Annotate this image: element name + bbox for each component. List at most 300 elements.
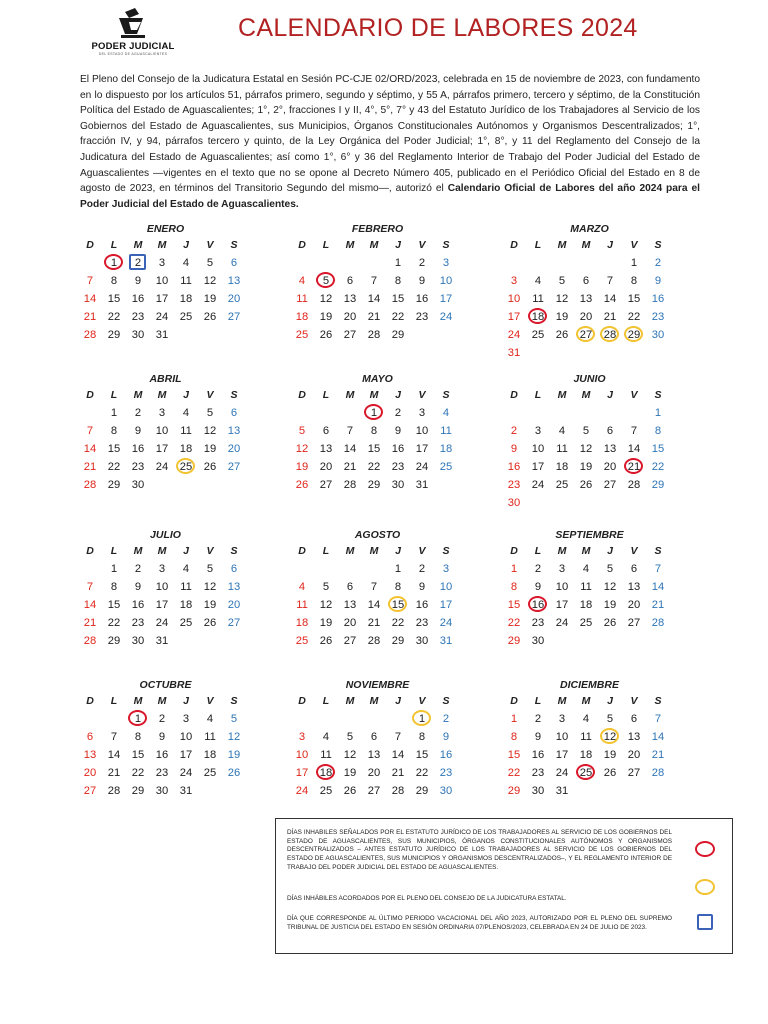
weekday-label: S bbox=[654, 545, 662, 557]
weekday-header bbox=[78, 692, 253, 710]
day-cell: 24 bbox=[439, 311, 453, 323]
weekday-header bbox=[78, 542, 253, 560]
logo-text: PODER JUDICIAL bbox=[91, 41, 175, 52]
day-cell: 18 bbox=[526, 308, 550, 326]
day-cell: 12 bbox=[603, 581, 617, 593]
day-cell: 15 bbox=[367, 443, 381, 455]
day-cell: 10 bbox=[507, 293, 521, 305]
day-cell: 22 bbox=[131, 767, 145, 779]
day-cell: 24 bbox=[555, 767, 569, 779]
empty-cell bbox=[526, 404, 550, 422]
day-cell: 30 bbox=[391, 479, 405, 491]
day-cell: 26 bbox=[203, 311, 217, 323]
day-cell: 26 bbox=[555, 329, 569, 341]
intro-bold-text: Calendario Oficial de Labores del año 2024 para el Poder Judicial del Estado de Aguascalientes. bbox=[80, 183, 700, 210]
month-name: AGOSTO bbox=[354, 529, 401, 541]
day-cell: 1 bbox=[126, 710, 150, 728]
day-cell: 9 bbox=[442, 731, 450, 743]
day-cell: 15 bbox=[107, 293, 121, 305]
day-cell: 19 bbox=[203, 443, 217, 455]
day-cell: 17 bbox=[155, 293, 169, 305]
day-cell: 13 bbox=[227, 275, 241, 287]
weekday-header bbox=[502, 236, 677, 254]
day-cell: 13 bbox=[343, 599, 357, 611]
weekday-header bbox=[290, 692, 465, 710]
day-cell: 16 bbox=[391, 443, 405, 455]
weekday-label: S bbox=[230, 545, 238, 557]
day-cell: 5 bbox=[314, 272, 338, 290]
month-septiembre bbox=[502, 528, 677, 650]
day-cell: 10 bbox=[155, 425, 169, 437]
empty-cell bbox=[362, 254, 386, 272]
day-cell: 11 bbox=[440, 425, 452, 437]
day-cell: 24 bbox=[531, 479, 545, 491]
day-cell: 31 bbox=[415, 479, 429, 491]
day-cell: 19 bbox=[555, 311, 569, 323]
weekday-label: M bbox=[581, 389, 591, 401]
day-cell: 3 bbox=[158, 563, 166, 575]
day-cell: 8 bbox=[510, 581, 518, 593]
weekday-label: J bbox=[607, 389, 613, 401]
day-cell: 22 bbox=[651, 461, 665, 473]
day-cell: 10 bbox=[179, 731, 193, 743]
weekday-label: L bbox=[322, 695, 330, 707]
day-cell: 2 bbox=[534, 563, 542, 575]
weekday-header bbox=[78, 386, 253, 404]
red-circle-icon bbox=[695, 841, 715, 857]
day-cell: 15 bbox=[507, 749, 521, 761]
day-cell: 21 bbox=[651, 749, 665, 761]
day-cell: 14 bbox=[651, 731, 665, 743]
day-cell: 6 bbox=[230, 407, 238, 419]
day-cell: 9 bbox=[134, 275, 142, 287]
weekday-header bbox=[290, 386, 465, 404]
day-cell: 18 bbox=[439, 443, 453, 455]
day-cell: 25 bbox=[174, 458, 198, 476]
day-cell: 8 bbox=[654, 425, 662, 437]
day-cell: 25 bbox=[179, 617, 193, 629]
day-cell: 29 bbox=[391, 329, 405, 341]
month-febrero bbox=[290, 222, 465, 344]
empty-cell bbox=[78, 710, 102, 728]
weekday-label: J bbox=[183, 695, 189, 707]
weekday-label: V bbox=[418, 695, 426, 707]
day-cell: 12 bbox=[227, 731, 241, 743]
day-cell: 17 bbox=[507, 311, 521, 323]
day-grid bbox=[290, 560, 465, 650]
day-grid bbox=[502, 710, 677, 800]
day-cell: 3 bbox=[558, 563, 566, 575]
month-name: ABRIL bbox=[149, 373, 182, 385]
month-junio bbox=[502, 372, 677, 512]
weekday-label: V bbox=[206, 239, 214, 251]
empty-cell bbox=[550, 254, 574, 272]
weekday-label: D bbox=[510, 695, 518, 707]
day-cell: 10 bbox=[295, 749, 309, 761]
month-marzo bbox=[502, 222, 677, 362]
legend-red-text: DÍAS INHABILES SEÑALADOS POR EL ESTATUTO JURÍDICO DE LOS TRABAJADORES AL SERVICIO DE LOS GOBIERNOS DEL ESTADO DE AGUASCALIENTES, SUS MUNICIPIOS, ÓRGANOS CONSTITUCIONALES AUTÓNOMOS Y ORGANISMOS DESCENTRALIZADOS – ANTES ESTATUTO JURÍDICO DE LOS TRABAJADORES AL SERVICIO DE LOS GOBIERNOS DEL ESTADO DE AGUASCALIENTES, SUS MUNICIPIOS Y ORGANISMOS DESCENTRALIZADOS–, Y EL REGLAMENTO INTERIOR DE TRABAJO DEL PODER JUDICIAL DEL ESTADO DE AGUASCALIENTES. bbox=[287, 829, 672, 871]
month-name: NOVIEMBRE bbox=[345, 679, 410, 691]
intro-text: El Pleno del Consejo de la Judicatura Estatal en Sesión PC-CJE 02/ORD/2023, celebrada en 15 de noviembre de 2023, con fundamento en lo dispuesto por los artículos 51, párrafos primero, segundo y séptimo, y 55 A, párrafos primero, tercero y séptimo, de la Constitución Política del Estado de Aguascalientes; 1°, 2°, fracciones I y II, 4°, 5°, 7° y 43 del Estatuto Jurídico de los Trabajadores al Servicio de los Gobiernos del Estado de Aguascalientes, sus Municipios, Órganos Constitucionales Autónomos y Organismos Descentralizados; 1°, fracción IV, y 94, párrafos tercero y quinto, de la Ley Orgánica del Poder Judicial; 1°, 8°, y 11 del Reglamento del Consejo de la Judicatura del Estado de Aguascalientes; así como 1°, 6° y 36 del Reglamento Interior de Trabajo del Poder Judicial del Estado de Aguascalientes —vigentes en el texto que no se opone al Decreto Número 405, publicado en el Periódico Oficial del Estado en 8 de agosto de 2023, en términos del Transitorio Segundo del mismo—, autorizó el bbox=[80, 74, 700, 195]
day-cell: 5 bbox=[346, 731, 354, 743]
day-cell: 15 bbox=[107, 599, 121, 611]
yellow-circle-icon bbox=[695, 879, 715, 895]
day-cell: 22 bbox=[415, 767, 429, 779]
day-cell: 26 bbox=[203, 461, 217, 473]
day-cell: 25 bbox=[295, 635, 309, 647]
logo-subtext: DEL ESTADO DE AGUASCALIENTES bbox=[98, 52, 168, 56]
weekday-label: M bbox=[345, 545, 355, 557]
day-cell: 24 bbox=[507, 329, 521, 341]
empty-cell bbox=[338, 560, 362, 578]
day-cell: 18 bbox=[314, 764, 338, 782]
day-cell: 17 bbox=[555, 599, 569, 611]
day-cell: 20 bbox=[579, 311, 593, 323]
day-cell: 11 bbox=[296, 293, 308, 305]
day-cell: 11 bbox=[320, 749, 332, 761]
day-cell: 21 bbox=[83, 461, 97, 473]
legend-yellow-text: DÍAS INHÁBILES ACORDADOS POR EL PLENO DEL CONSEJO DE LA JUDICATURA ESTATAL. bbox=[287, 895, 567, 902]
day-cell: 7 bbox=[654, 563, 662, 575]
day-cell: 13 bbox=[343, 293, 357, 305]
empty-cell bbox=[550, 404, 574, 422]
day-cell: 5 bbox=[206, 563, 214, 575]
day-cell: 29 bbox=[507, 785, 521, 797]
day-cell: 19 bbox=[579, 461, 593, 473]
weekday-label: V bbox=[630, 695, 638, 707]
day-cell: 30 bbox=[531, 785, 545, 797]
empty-cell bbox=[314, 560, 338, 578]
day-cell: 17 bbox=[155, 443, 169, 455]
day-cell: 31 bbox=[155, 635, 169, 647]
day-cell: 20 bbox=[627, 599, 641, 611]
empty-cell bbox=[314, 404, 338, 422]
weekday-label: M bbox=[133, 545, 143, 557]
day-cell: 15 bbox=[131, 749, 145, 761]
day-cell: 23 bbox=[131, 617, 145, 629]
day-cell: 4 bbox=[182, 407, 190, 419]
day-cell: 23 bbox=[155, 767, 169, 779]
empty-cell bbox=[290, 254, 314, 272]
day-cell: 15 bbox=[651, 443, 665, 455]
weekday-label: M bbox=[157, 695, 167, 707]
weekday-label: M bbox=[369, 239, 379, 251]
day-cell: 14 bbox=[367, 293, 381, 305]
day-cell: 15 bbox=[627, 293, 641, 305]
day-cell: 19 bbox=[343, 767, 357, 779]
weekday-label: L bbox=[322, 389, 330, 401]
day-cell: 20 bbox=[627, 749, 641, 761]
weekday-label: S bbox=[230, 695, 238, 707]
day-cell: 1 bbox=[394, 563, 402, 575]
day-cell: 2 bbox=[126, 254, 150, 272]
weekday-label: M bbox=[157, 389, 167, 401]
day-cell: 21 bbox=[603, 311, 617, 323]
day-cell: 13 bbox=[227, 581, 241, 593]
day-cell: 31 bbox=[507, 347, 521, 359]
day-cell: 11 bbox=[532, 293, 544, 305]
day-cell: 19 bbox=[295, 461, 309, 473]
blue-square-icon bbox=[697, 914, 713, 930]
day-cell: 22 bbox=[367, 461, 381, 473]
day-cell: 6 bbox=[230, 563, 238, 575]
weekday-label: M bbox=[345, 239, 355, 251]
day-cell: 26 bbox=[203, 617, 217, 629]
day-cell: 26 bbox=[319, 635, 333, 647]
day-cell: 10 bbox=[155, 275, 169, 287]
day-cell: 2 bbox=[134, 407, 142, 419]
weekday-label: L bbox=[110, 389, 118, 401]
day-cell: 29 bbox=[131, 785, 145, 797]
day-cell: 16 bbox=[415, 293, 429, 305]
day-cell: 23 bbox=[131, 461, 145, 473]
day-grid bbox=[78, 560, 253, 650]
day-cell: 4 bbox=[582, 713, 590, 725]
weekday-label: M bbox=[157, 239, 167, 251]
weekday-label: S bbox=[654, 239, 662, 251]
day-cell: 6 bbox=[582, 275, 590, 287]
weekday-label: S bbox=[442, 389, 450, 401]
day-cell: 17 bbox=[415, 443, 429, 455]
month-name: ENERO bbox=[146, 223, 185, 235]
day-cell: 1 bbox=[110, 407, 118, 419]
day-cell: 8 bbox=[134, 731, 142, 743]
weekday-label: L bbox=[110, 239, 118, 251]
weekday-label: V bbox=[418, 545, 426, 557]
day-cell: 23 bbox=[391, 461, 405, 473]
day-cell: 16 bbox=[507, 461, 521, 473]
day-cell: 28 bbox=[651, 767, 665, 779]
day-cell: 3 bbox=[158, 407, 166, 419]
weekday-header bbox=[290, 236, 465, 254]
day-cell: 12 bbox=[295, 443, 309, 455]
day-cell: 9 bbox=[134, 425, 142, 437]
day-cell: 8 bbox=[630, 275, 638, 287]
day-cell: 7 bbox=[346, 425, 354, 437]
day-cell: 14 bbox=[83, 443, 97, 455]
weekday-label: V bbox=[418, 389, 426, 401]
weekday-label: D bbox=[298, 239, 306, 251]
weekday-label: D bbox=[86, 389, 94, 401]
weekday-label: J bbox=[183, 389, 189, 401]
weekday-label: V bbox=[418, 239, 426, 251]
day-cell: 14 bbox=[603, 293, 617, 305]
day-cell: 2 bbox=[418, 257, 426, 269]
weekday-label: L bbox=[534, 695, 542, 707]
day-cell: 23 bbox=[651, 311, 665, 323]
day-cell: 25 bbox=[203, 767, 217, 779]
day-cell: 8 bbox=[110, 275, 118, 287]
day-cell: 8 bbox=[110, 581, 118, 593]
day-cell: 20 bbox=[83, 767, 97, 779]
day-cell: 1 bbox=[630, 257, 638, 269]
day-cell: 12 bbox=[343, 749, 357, 761]
weekday-label: M bbox=[157, 545, 167, 557]
day-cell: 24 bbox=[155, 311, 169, 323]
day-cell: 6 bbox=[322, 425, 330, 437]
day-cell: 14 bbox=[343, 443, 357, 455]
day-cell: 7 bbox=[86, 275, 94, 287]
weekday-label: M bbox=[133, 695, 143, 707]
day-cell: 25 bbox=[179, 311, 193, 323]
day-cell: 12 bbox=[579, 443, 593, 455]
weekday-label: L bbox=[322, 239, 330, 251]
day-cell: 17 bbox=[179, 749, 193, 761]
day-cell: 27 bbox=[343, 329, 357, 341]
weekday-label: M bbox=[557, 239, 567, 251]
day-cell: 9 bbox=[394, 425, 402, 437]
day-cell: 2 bbox=[442, 713, 450, 725]
day-cell: 21 bbox=[391, 767, 405, 779]
day-cell: 30 bbox=[651, 329, 665, 341]
day-cell: 23 bbox=[531, 617, 545, 629]
weekday-label: S bbox=[442, 695, 450, 707]
empty-cell bbox=[526, 254, 550, 272]
day-cell: 15 bbox=[415, 749, 429, 761]
day-cell: 25 bbox=[579, 617, 593, 629]
month-name: FEBRERO bbox=[351, 223, 404, 235]
day-cell: 29 bbox=[651, 479, 665, 491]
day-cell: 30 bbox=[531, 635, 545, 647]
day-cell: 20 bbox=[227, 599, 241, 611]
day-cell: 6 bbox=[346, 581, 354, 593]
day-cell: 25 bbox=[555, 479, 569, 491]
day-cell: 23 bbox=[415, 311, 429, 323]
month-abril bbox=[78, 372, 253, 494]
day-cell: 7 bbox=[654, 713, 662, 725]
empty-cell bbox=[386, 710, 410, 728]
day-cell: 13 bbox=[627, 731, 641, 743]
day-cell: 18 bbox=[579, 749, 593, 761]
day-cell: 23 bbox=[439, 767, 453, 779]
weekday-label: D bbox=[298, 389, 306, 401]
day-cell: 14 bbox=[367, 599, 381, 611]
day-cell: 22 bbox=[107, 311, 121, 323]
day-cell: 30 bbox=[131, 479, 145, 491]
day-cell: 30 bbox=[155, 785, 169, 797]
day-cell: 13 bbox=[83, 749, 97, 761]
day-cell: 29 bbox=[107, 329, 121, 341]
weekday-header bbox=[502, 542, 677, 560]
day-cell: 19 bbox=[603, 599, 617, 611]
day-cell: 10 bbox=[555, 731, 569, 743]
month-agosto bbox=[290, 528, 465, 650]
day-cell: 9 bbox=[534, 581, 542, 593]
weekday-label: D bbox=[510, 239, 518, 251]
weekday-label: L bbox=[534, 545, 542, 557]
weekday-label: D bbox=[298, 695, 306, 707]
day-cell: 15 bbox=[107, 443, 121, 455]
day-cell: 25 bbox=[319, 785, 333, 797]
day-cell: 16 bbox=[526, 596, 550, 614]
day-cell: 25 bbox=[439, 461, 453, 473]
day-cell: 11 bbox=[180, 581, 192, 593]
day-cell: 9 bbox=[418, 275, 426, 287]
day-cell: 24 bbox=[179, 767, 193, 779]
day-cell: 8 bbox=[110, 425, 118, 437]
day-cell: 4 bbox=[558, 425, 566, 437]
intro-paragraph bbox=[80, 72, 700, 212]
day-cell: 18 bbox=[295, 617, 309, 629]
day-grid bbox=[502, 254, 677, 362]
day-cell: 21 bbox=[367, 311, 381, 323]
empty-cell bbox=[78, 560, 102, 578]
day-cell: 5 bbox=[206, 257, 214, 269]
day-cell: 24 bbox=[155, 461, 169, 473]
day-cell: 2 bbox=[510, 425, 518, 437]
day-cell: 25 bbox=[574, 764, 598, 782]
day-cell: 19 bbox=[203, 293, 217, 305]
day-cell: 8 bbox=[394, 581, 402, 593]
day-cell: 31 bbox=[439, 635, 453, 647]
day-grid bbox=[290, 254, 465, 344]
day-cell: 4 bbox=[322, 731, 330, 743]
day-cell: 8 bbox=[510, 731, 518, 743]
day-cell: 17 bbox=[439, 293, 453, 305]
day-cell: 28 bbox=[83, 479, 97, 491]
weekday-label: M bbox=[345, 389, 355, 401]
weekday-label: J bbox=[395, 545, 401, 557]
weekday-label: J bbox=[395, 239, 401, 251]
weekday-label: M bbox=[581, 545, 591, 557]
day-cell: 9 bbox=[654, 275, 662, 287]
empty-cell bbox=[502, 404, 526, 422]
weekday-label: S bbox=[654, 695, 662, 707]
month-name: DICIEMBRE bbox=[560, 679, 619, 691]
day-cell: 28 bbox=[367, 329, 381, 341]
day-grid bbox=[290, 710, 465, 800]
day-cell: 28 bbox=[651, 617, 665, 629]
weekday-label: V bbox=[206, 389, 214, 401]
legend-box bbox=[275, 818, 733, 954]
day-cell: 7 bbox=[370, 581, 378, 593]
day-cell: 17 bbox=[531, 461, 545, 473]
day-cell: 15 bbox=[391, 293, 405, 305]
day-cell: 20 bbox=[343, 617, 357, 629]
day-cell: 14 bbox=[107, 749, 121, 761]
day-cell: 29 bbox=[391, 635, 405, 647]
weekday-label: M bbox=[581, 239, 591, 251]
day-cell: 26 bbox=[319, 329, 333, 341]
day-cell: 5 bbox=[558, 275, 566, 287]
day-cell: 3 bbox=[442, 563, 450, 575]
day-cell: 1 bbox=[102, 254, 126, 272]
month-diciembre bbox=[502, 678, 677, 800]
empty-cell bbox=[502, 254, 526, 272]
month-mayo bbox=[290, 372, 465, 494]
day-cell: 28 bbox=[627, 479, 641, 491]
day-cell: 6 bbox=[606, 425, 614, 437]
day-cell: 27 bbox=[627, 617, 641, 629]
day-grid bbox=[78, 254, 253, 344]
day-cell: 27 bbox=[83, 785, 97, 797]
day-cell: 22 bbox=[107, 461, 121, 473]
day-cell: 11 bbox=[296, 599, 308, 611]
weekday-label: J bbox=[607, 239, 613, 251]
weekday-label: M bbox=[557, 695, 567, 707]
day-cell: 19 bbox=[227, 749, 241, 761]
month-name: SEPTIEMBRE bbox=[555, 529, 624, 541]
weekday-label: S bbox=[442, 545, 450, 557]
month-name: MARZO bbox=[570, 223, 609, 235]
day-cell: 4 bbox=[182, 563, 190, 575]
day-cell: 1 bbox=[654, 407, 662, 419]
day-cell: 3 bbox=[298, 731, 306, 743]
day-cell: 1 bbox=[394, 257, 402, 269]
day-cell: 5 bbox=[582, 425, 590, 437]
day-cell: 26 bbox=[579, 479, 593, 491]
day-cell: 9 bbox=[534, 731, 542, 743]
